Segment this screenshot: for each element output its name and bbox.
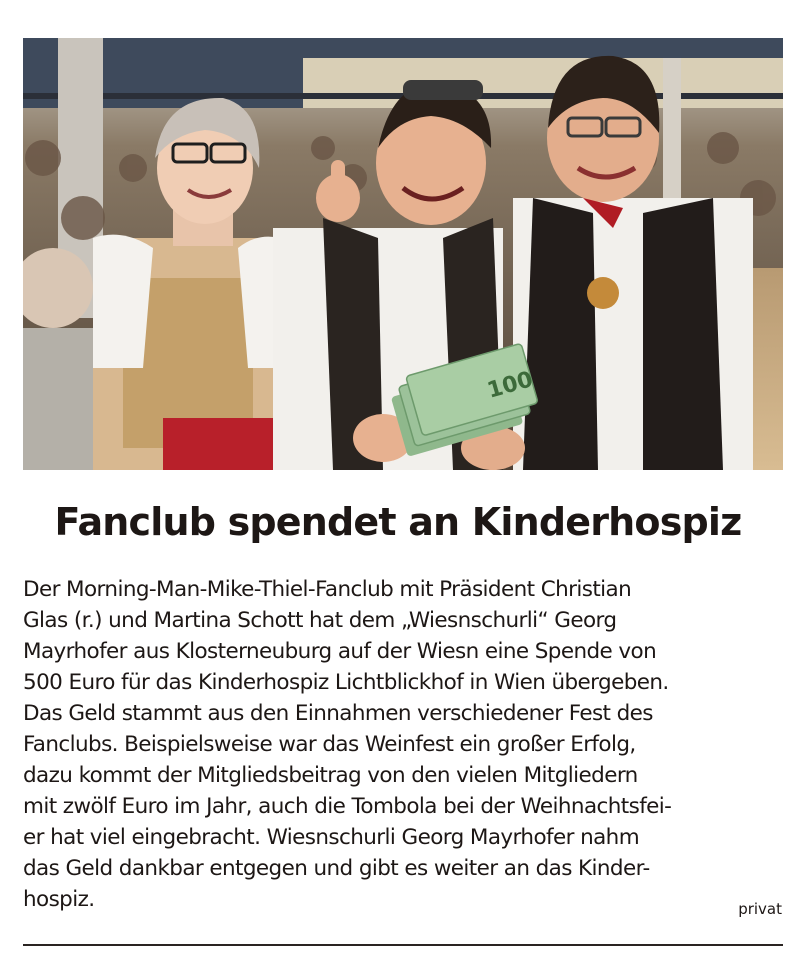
body-line: Das Geld stammt aus den Einnahmen verschiedener Fest des [23,701,653,726]
body-line: Der Morning-Man-Mike-Thiel-Fanclub mit Präsident Christian [23,577,632,602]
article-body [23,574,783,915]
body-line: dazu kommt der Mitgliedsbeitrag von den vielen Mitgliedern [23,763,638,788]
body-line: Glas (r.) und Martina Schott hat dem „Wiesnschurli“ Georg [23,608,617,633]
body-line: er hat viel eingebracht. Wiesnschurli Georg Mayrhofer nahm [23,825,640,850]
article-photo [23,38,783,470]
photo-illustration [23,38,783,470]
photo-credit: privat [738,900,782,918]
body-line: das Geld dankbar entgegen und gibt es weiter an das Kinder- [23,856,650,881]
body-line: Fanclubs. Beispielsweise war das Weinfest ein großer Erfolg, [23,732,636,757]
article-headline: Fanclub spendet an Kinderhospiz [54,500,742,544]
body-line: Mayrhofer aus Klosterneuburg auf der Wiesn eine Spende von [23,639,657,664]
body-line: 500 Euro für das Kinderhospiz Lichtblickhof in Wien übergeben. [23,670,669,695]
bottom-divider [23,944,783,946]
banknote-value: 100 [484,367,536,404]
body-line: hospiz. [23,887,95,912]
body-line: mit zwölf Euro im Jahr, auch die Tombola bei der Weihnachtsfei- [23,794,672,819]
